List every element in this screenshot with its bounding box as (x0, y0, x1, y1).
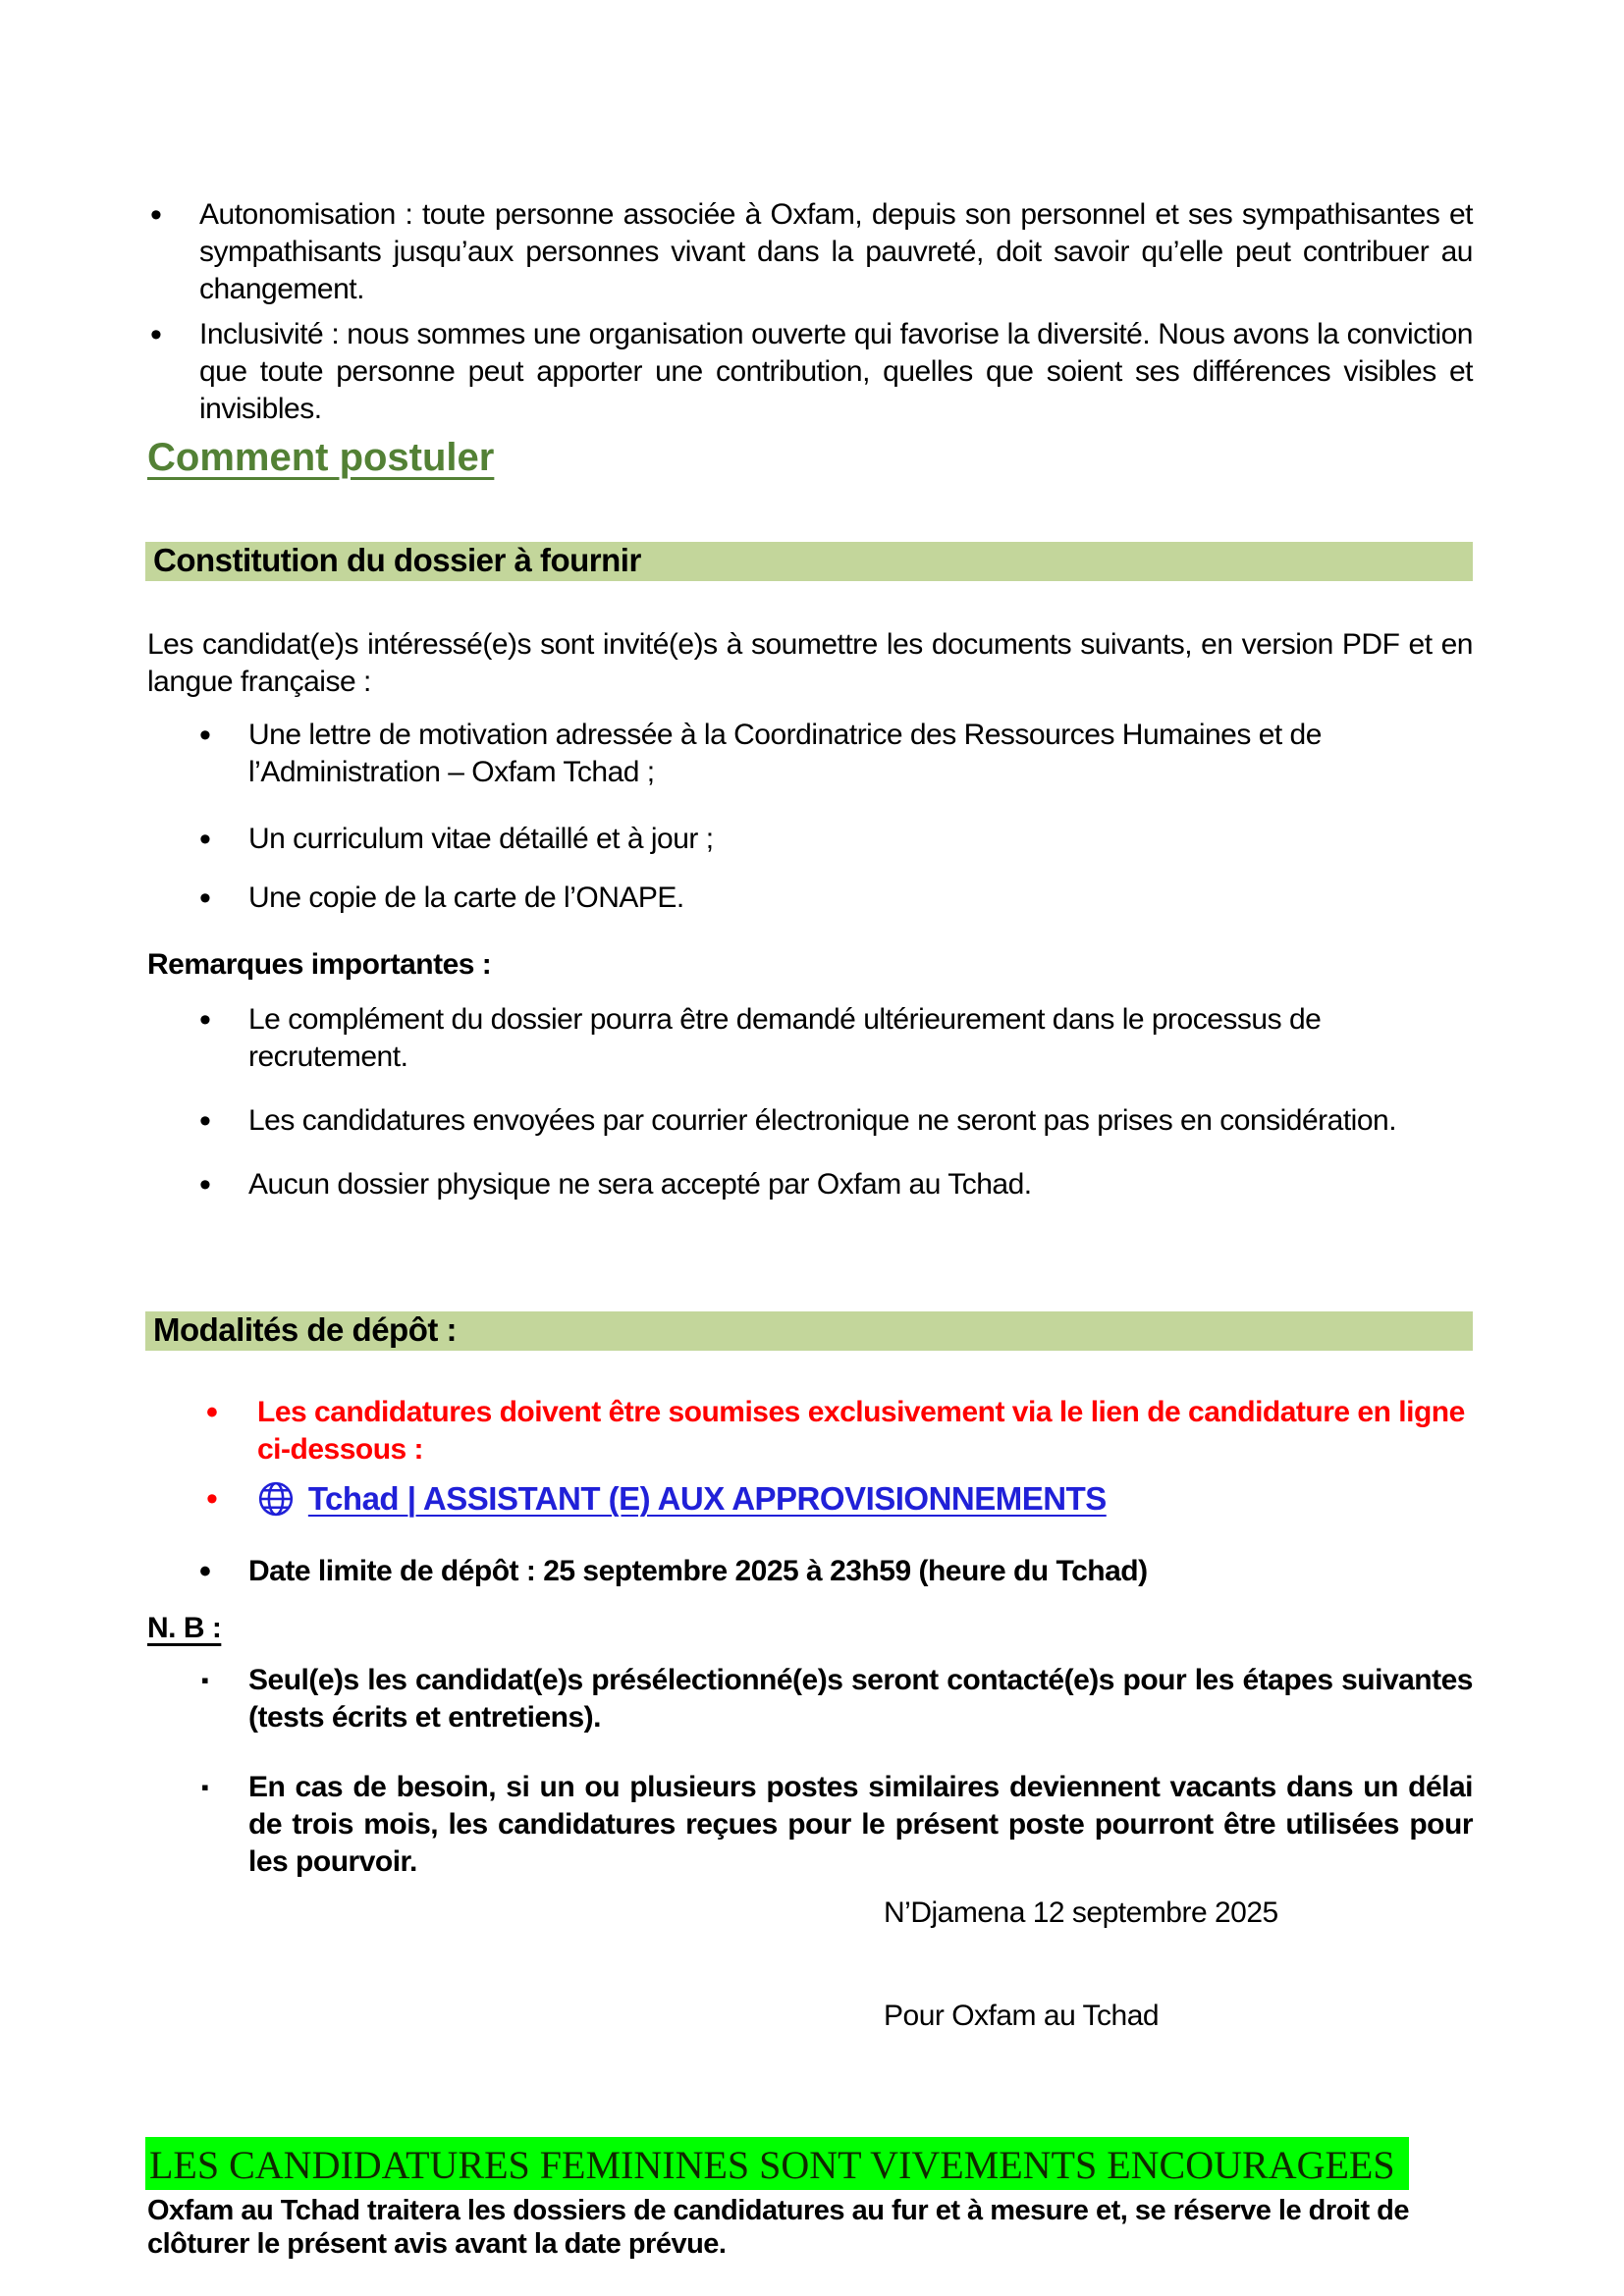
list-item: • Une copie de la carte de l’ONAPE. (147, 880, 1473, 917)
list-item (147, 1476, 1473, 1531)
list-item: • Une lettre de motivation adressée à la Coordinatrice des Ressources Humaines et de l’Administration – Oxfam Tchad ; (147, 717, 1473, 791)
section-header-constitution: Constitution du dossier à fournir (145, 542, 1473, 581)
values-bullet-list (147, 196, 1473, 428)
list-item: • Inclusivité : nous sommes une organisation ouverte qui favorise la diversité. Nous avons la conviction que toute personne peut apporter une contribution, quelles que soient ses différences visibles et invisibles. (147, 316, 1473, 428)
place-date-line: N’Djamena 12 septembre 2025 (884, 1896, 1278, 1929)
list-item: • Un curriculum vitae détaillé et à jour ; (147, 821, 1473, 858)
how-to-apply-heading: Comment postuler (147, 436, 495, 479)
constitution-intro: Les candidat(e)s intéressé(e)s sont invité(e)s à soumettre les documents suivants, en version PDF et en langue française : (147, 628, 1473, 698)
remarques-list (147, 1001, 1473, 1203)
list-item: • Les candidatures envoyées par courrier électronique ne seront pas prises en considération. (147, 1102, 1473, 1140)
application-link[interactable]: Tchad | ASSISTANT (E) AUX APPROVISIONNEMENTS (307, 1480, 1107, 1517)
rolling-review-note: Oxfam au Tchad traitera les dossiers de candidatures au fur et à mesure et, se réserve le droit de clôturer le présent avis avant la date prévue. (147, 2195, 1409, 2260)
list-item: ▪ En cas de besoin, si un ou plusieurs postes similaires deviennent vacants dans un délai de trois mois, les candidatures reçues pour le présent poste pourront être utilisées pour les pourvoir. (147, 1769, 1473, 1881)
signature-line: Pour Oxfam au Tchad (884, 2000, 1160, 2032)
modalites-list (147, 1394, 1473, 1590)
remarques-title: Remarques importantes : (147, 948, 492, 981)
nb-title: N. B : (147, 1612, 222, 1644)
online-only-notice: • Les candidatures doivent être soumises exclusivement via le lien de candidature en ligne ci-dessous : (147, 1394, 1473, 1468)
encouragement-banner (145, 2137, 1473, 2190)
globe-icon (257, 1492, 302, 1524)
required-documents-list (147, 717, 1473, 917)
nb-list (147, 1662, 1473, 1881)
list-item: • Aucun dossier physique ne sera accepté par Oxfam au Tchad. (147, 1166, 1473, 1203)
list-item: ▪ Seul(e)s les candidat(e)s présélectionné(e)s seront contacté(e)s pour les étapes suivantes (tests écrits et entretiens). (147, 1662, 1473, 1736)
highlighted-text: LES CANDIDATURES FEMININES SONT VIVEMENTS ENCOURAGEES (145, 2137, 1409, 2190)
list-item: • Autonomisation : toute personne associée à Oxfam, depuis son personnel et ses sympathisantes et sympathisants jusqu’aux personnes vivant dans la pauvreté, doit savoir qu’elle peut contribuer au changement. (147, 196, 1473, 308)
section-header-modalites: Modalités de dépôt : (145, 1311, 1473, 1351)
deadline-item: • Date limite de dépôt : 25 septembre 2025 à 23h59 (heure du Tchad) (147, 1553, 1473, 1590)
list-item: • Le complément du dossier pourra être demandé ultérieurement dans le processus de recrutement. (147, 1001, 1473, 1076)
